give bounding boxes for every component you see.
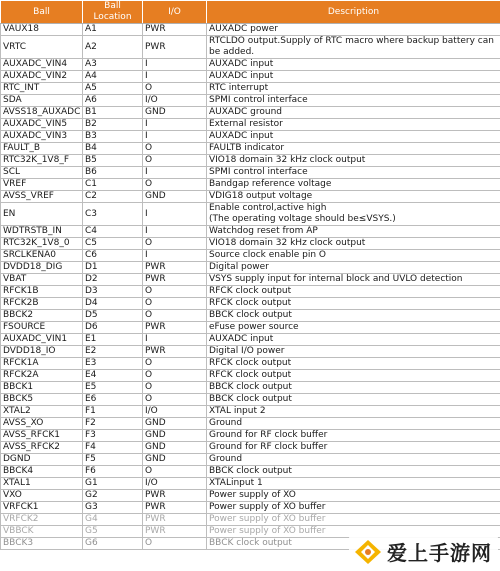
table-row — [1, 83, 500, 95]
cell-ball-location: C6 — [83, 250, 143, 262]
cell-ball-location: F2 — [83, 418, 143, 430]
cell-ball-location: F5 — [83, 454, 143, 466]
cell-description: Source clock enable pin O — [207, 250, 500, 262]
table-row — [1, 250, 500, 262]
table-row — [1, 514, 500, 526]
table-row — [1, 36, 500, 59]
table-row — [1, 346, 500, 358]
cell-io: I — [143, 59, 207, 71]
cell-description: SPMI control interface — [207, 95, 500, 107]
cell-io: PWR — [143, 346, 207, 358]
cell-ball-location: B1 — [83, 107, 143, 119]
cell-ball-location: C5 — [83, 238, 143, 250]
cell-io: PWR — [143, 322, 207, 334]
cell-ball-location: A4 — [83, 71, 143, 83]
cell-description: AUXADC input — [207, 59, 500, 71]
cell-ball-location: D4 — [83, 298, 143, 310]
table-row — [1, 442, 500, 454]
cell-description: Digital I/O power — [207, 346, 500, 358]
cell-io: GND — [143, 107, 207, 119]
cell-description: Ground — [207, 454, 500, 466]
cell-description: Enable control,active high (The operating voltage should be≤VSYS.) — [207, 203, 500, 226]
cell-io: O — [143, 238, 207, 250]
table-row — [1, 406, 500, 418]
cell-io: I — [143, 203, 207, 226]
cell-ball: RTC32K_1V8_F — [1, 155, 83, 167]
cell-ball-location: A3 — [83, 59, 143, 71]
table-row — [1, 418, 500, 430]
cell-ball: AUXADC_VIN3 — [1, 131, 83, 143]
cell-ball-location: C2 — [83, 191, 143, 203]
cell-ball-location: B4 — [83, 143, 143, 155]
cell-io: I — [143, 131, 207, 143]
cell-io: I/O — [143, 406, 207, 418]
cell-io: O — [143, 370, 207, 382]
cell-ball-location: A2 — [83, 36, 143, 59]
cell-io: I — [143, 226, 207, 238]
table-row — [1, 203, 500, 226]
cell-description: Power supply of XO buffer — [207, 514, 500, 526]
header-ball-location: Ball Location — [83, 1, 143, 24]
cell-ball-location: A6 — [83, 95, 143, 107]
table-row — [1, 191, 500, 203]
cell-ball-location: B5 — [83, 155, 143, 167]
cell-io: O — [143, 143, 207, 155]
cell-ball-location: C3 — [83, 203, 143, 226]
site-logo-icon — [353, 538, 383, 566]
cell-io: GND — [143, 442, 207, 454]
cell-ball: RFCK2B — [1, 298, 83, 310]
cell-ball: VXO — [1, 490, 83, 502]
cell-description: BBCK clock output — [207, 394, 500, 406]
cell-ball-location: B2 — [83, 119, 143, 131]
cell-ball: XTAL2 — [1, 406, 83, 418]
cell-io: PWR — [143, 36, 207, 59]
cell-io: O — [143, 382, 207, 394]
cell-description: Watchdog reset from AP — [207, 226, 500, 238]
cell-ball: AUXADC_VIN4 — [1, 59, 83, 71]
cell-ball: RTC_INT — [1, 83, 83, 95]
cell-ball-location: D5 — [83, 310, 143, 322]
cell-description: VSYS supply input for internal block and UVLO detection — [207, 274, 500, 286]
cell-description: Digital power — [207, 262, 500, 274]
cell-ball: VRFCK1 — [1, 502, 83, 514]
table-row — [1, 286, 500, 298]
cell-description: RTC interrupt — [207, 83, 500, 95]
cell-io: I/O — [143, 95, 207, 107]
cell-ball: SCL — [1, 167, 83, 179]
cell-ball-location: G5 — [83, 526, 143, 538]
cell-ball-location: C4 — [83, 226, 143, 238]
cell-ball: VBBCK — [1, 526, 83, 538]
cell-ball: BBCK4 — [1, 466, 83, 478]
cell-description: XTAL input 2 — [207, 406, 500, 418]
cell-ball-location: G2 — [83, 490, 143, 502]
table-row — [1, 310, 500, 322]
cell-description: BBCK clock output — [207, 466, 500, 478]
table-row — [1, 226, 500, 238]
cell-io: O — [143, 179, 207, 191]
cell-io: O — [143, 298, 207, 310]
cell-io: PWR — [143, 514, 207, 526]
cell-description: RFCK clock output — [207, 370, 500, 382]
table-row — [1, 478, 500, 490]
cell-description: Power supply of XO — [207, 490, 500, 502]
cell-io: O — [143, 310, 207, 322]
cell-io: O — [143, 538, 207, 550]
cell-io: I — [143, 334, 207, 346]
cell-description: eFuse power source — [207, 322, 500, 334]
cell-description: SPMI control interface — [207, 167, 500, 179]
cell-ball: AUXADC_VIN2 — [1, 71, 83, 83]
header-description: Description — [207, 1, 500, 24]
watermark — [349, 535, 498, 568]
cell-ball: VRTC — [1, 36, 83, 59]
cell-ball: VRFCK2 — [1, 514, 83, 526]
cell-ball-location: A1 — [83, 24, 143, 36]
cell-ball: AUXADC_VIN1 — [1, 334, 83, 346]
cell-io: O — [143, 83, 207, 95]
table-row — [1, 24, 500, 36]
cell-ball-location: F6 — [83, 466, 143, 478]
cell-ball: RFCK1B — [1, 286, 83, 298]
cell-io: GND — [143, 191, 207, 203]
cell-ball: AVSS_RFCK2 — [1, 442, 83, 454]
cell-ball: VREF — [1, 179, 83, 191]
cell-description: AUXADC input — [207, 334, 500, 346]
table-row — [1, 502, 500, 514]
cell-io: PWR — [143, 502, 207, 514]
cell-description: BBCK clock output — [207, 538, 500, 550]
table-row — [1, 131, 500, 143]
cell-ball-location: G4 — [83, 514, 143, 526]
watermark-text: 爱上手游网 — [387, 541, 492, 565]
cell-ball-location: D1 — [83, 262, 143, 274]
cell-description: Ground — [207, 418, 500, 430]
cell-ball: VAUX18 — [1, 24, 83, 36]
table-row — [1, 334, 500, 346]
cell-ball: XTAL1 — [1, 478, 83, 490]
cell-ball-location: F3 — [83, 430, 143, 442]
cell-ball: DGND — [1, 454, 83, 466]
cell-ball-location: D3 — [83, 286, 143, 298]
cell-description: RFCK clock output — [207, 286, 500, 298]
cell-description: BBCK clock output — [207, 310, 500, 322]
cell-io: GND — [143, 418, 207, 430]
table-row — [1, 274, 500, 286]
cell-description: AUXADC power — [207, 24, 500, 36]
table-row — [1, 238, 500, 250]
cell-ball: SDA — [1, 95, 83, 107]
cell-ball: BBCK5 — [1, 394, 83, 406]
cell-ball-location: G3 — [83, 502, 143, 514]
cell-description: VIO18 domain 32 kHz clock output — [207, 238, 500, 250]
cell-ball-location: E4 — [83, 370, 143, 382]
cell-description: AUXADC ground — [207, 107, 500, 119]
cell-ball: RFCK1A — [1, 358, 83, 370]
table-row — [1, 394, 500, 406]
cell-ball-location: D2 — [83, 274, 143, 286]
cell-ball: FAULT_B — [1, 143, 83, 155]
header-ball: Ball — [1, 1, 83, 24]
cell-ball: AVSS_XO — [1, 418, 83, 430]
cell-description: XTALinput 1 — [207, 478, 500, 490]
table-row — [1, 466, 500, 478]
cell-ball: BBCK2 — [1, 310, 83, 322]
cell-ball: DVDD18_IO — [1, 346, 83, 358]
cell-io: PWR — [143, 262, 207, 274]
cell-io: I/O — [143, 478, 207, 490]
cell-description: Ground for RF clock buffer — [207, 430, 500, 442]
cell-ball: BBCK1 — [1, 382, 83, 394]
table-row — [1, 59, 500, 71]
cell-ball-location: E5 — [83, 382, 143, 394]
cell-io: I — [143, 167, 207, 179]
cell-ball-location: E1 — [83, 334, 143, 346]
table-body — [1, 24, 500, 550]
cell-ball: VBAT — [1, 274, 83, 286]
cell-io: O — [143, 286, 207, 298]
cell-ball-location: F1 — [83, 406, 143, 418]
cell-description: VIO18 domain 32 kHz clock output — [207, 155, 500, 167]
cell-io: GND — [143, 454, 207, 466]
cell-description: FAULTB indicator — [207, 143, 500, 155]
table-row — [1, 155, 500, 167]
cell-description: Power supply of XO buffer — [207, 526, 500, 538]
cell-io: O — [143, 394, 207, 406]
table-row — [1, 143, 500, 155]
table-row — [1, 107, 500, 119]
cell-ball-location: F4 — [83, 442, 143, 454]
header-io: I/O — [143, 1, 207, 24]
table-row — [1, 167, 500, 179]
cell-ball-location: E3 — [83, 358, 143, 370]
table-row — [1, 454, 500, 466]
cell-io: I — [143, 119, 207, 131]
table-row — [1, 119, 500, 131]
cell-ball-location: G6 — [83, 538, 143, 550]
cell-ball-location: G1 — [83, 478, 143, 490]
cell-ball: AVSS_VREF — [1, 191, 83, 203]
cell-io: I — [143, 71, 207, 83]
table-row — [1, 179, 500, 191]
cell-ball-location: C1 — [83, 179, 143, 191]
cell-description: Power supply of XO buffer — [207, 502, 500, 514]
cell-io: I — [143, 250, 207, 262]
cell-ball: FSOURCE — [1, 322, 83, 334]
cell-description: RFCK clock output — [207, 358, 500, 370]
cell-description: AUXADC input — [207, 131, 500, 143]
cell-description: Ground for RF clock buffer — [207, 442, 500, 454]
table-row — [1, 298, 500, 310]
cell-io: PWR — [143, 24, 207, 36]
cell-io: PWR — [143, 526, 207, 538]
cell-description: VDIG18 output voltage — [207, 191, 500, 203]
cell-ball: WDTRSTB_IN — [1, 226, 83, 238]
table-row — [1, 370, 500, 382]
cell-description: BBCK clock output — [207, 382, 500, 394]
cell-io: O — [143, 466, 207, 478]
table-header-row — [1, 1, 500, 24]
cell-description: External resistor — [207, 119, 500, 131]
cell-description: Bandgap reference voltage — [207, 179, 500, 191]
cell-ball-location: E2 — [83, 346, 143, 358]
cell-ball: EN — [1, 203, 83, 226]
cell-ball: DVDD18_DIG — [1, 262, 83, 274]
cell-ball: RFCK2A — [1, 370, 83, 382]
cell-ball: BBCK3 — [1, 538, 83, 550]
cell-description: RFCK clock output — [207, 298, 500, 310]
table-row — [1, 430, 500, 442]
table-row — [1, 382, 500, 394]
cell-ball-location: D6 — [83, 322, 143, 334]
table-row — [1, 95, 500, 107]
cell-ball: AVSS18_AUXADC — [1, 107, 83, 119]
cell-ball: SRCLKENA0 — [1, 250, 83, 262]
table-row — [1, 322, 500, 334]
table-row — [1, 71, 500, 83]
cell-io: O — [143, 358, 207, 370]
cell-io: PWR — [143, 490, 207, 502]
cell-ball: AVSS_RFCK1 — [1, 430, 83, 442]
cell-ball: RTC32K_1V8_0 — [1, 238, 83, 250]
cell-ball-location: E6 — [83, 394, 143, 406]
table-row — [1, 262, 500, 274]
cell-io: GND — [143, 430, 207, 442]
cell-ball: AUXADC_VIN5 — [1, 119, 83, 131]
cell-ball-location: A5 — [83, 83, 143, 95]
table-row — [1, 490, 500, 502]
cell-io: PWR — [143, 274, 207, 286]
cell-io: O — [143, 155, 207, 167]
cell-ball-location: B6 — [83, 167, 143, 179]
table-row — [1, 358, 500, 370]
cell-description: RTCLDO output.Supply of RTC macro where backup battery can be added. — [207, 36, 500, 59]
cell-description: AUXADC input — [207, 71, 500, 83]
cell-ball-location: B3 — [83, 131, 143, 143]
